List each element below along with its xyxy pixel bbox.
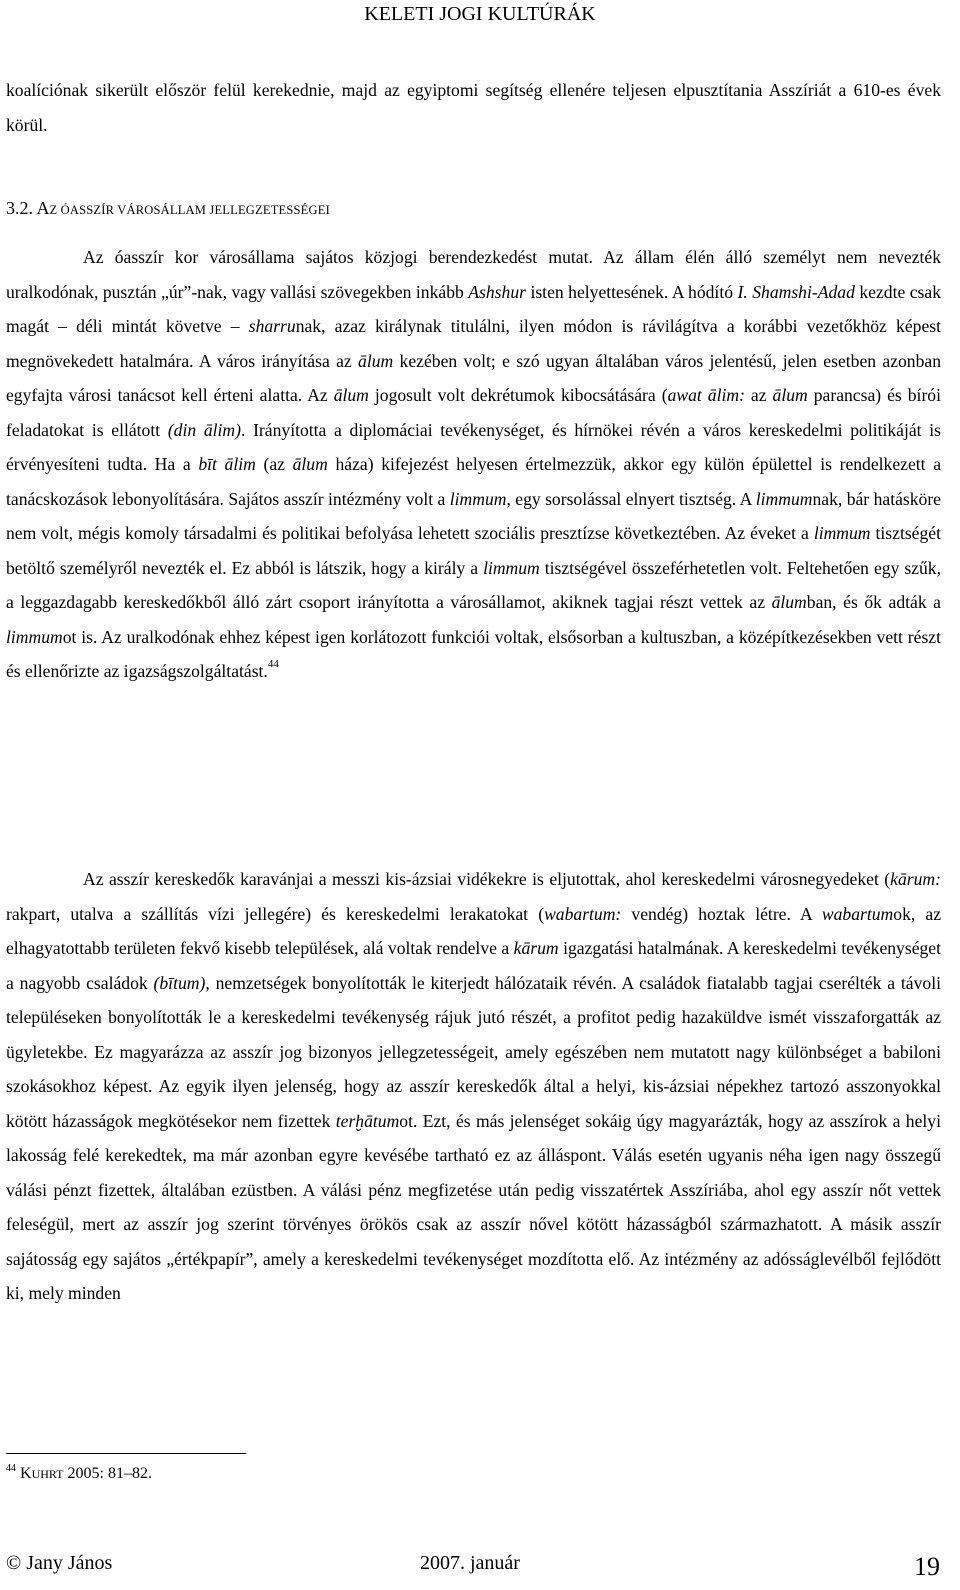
footnote-divider [6, 1453, 246, 1454]
footnote-number: 44 [6, 1463, 16, 1474]
footnote: $^{44}$ KUHRT 2005: 81–82. [6, 1463, 152, 1482]
paragraph-city-state: Az óasszír kor városállama sajátos közjogi berendezkedést mutat. Az állam élén álló személyt nem nevezték uralkodónak, pusztán „úr”-nak, vagy vallási szövegekben inkább Ashshur isten helyettesének. A hódító I. Shamshi-Adad kezdte csak magát – déli mintát követve – sharrunak, azaz királynak titulálni, ilyen módon is rávilágítva a korábbi vezetőkhöz képest megnövekedett hatalmára. A város irányítása az ālum kezében volt; e szó ugyan általában város jelentésű, jelen esetben azonban egyfajta városi tanácsot kell érteni alatta. Az ālum jogosult volt dekrétumok kibocsátására (awat ālim: az ālum parancsa) és bírói feladatokat is ellátott (din ālim). Irányította a diplomáciai tevékenységet, és hírnökei révén a város kereskedelmi politikáját is érvényesíteni tudta. Ha a bīt ālim (az ālum háza) kifejezést helyesen értelmezzük, akkor egy külön épülettel is rendelkezett a tanácskozások lebonyolítására. Sajátos asszír intézmény volt a limmum, egy sorsolással elnyert tisztség. A limmumnak, bár hatásköre nem volt, mégis komoly társadalmi és politikai befolyása lehetett szociális presztízse következtében. Az éveket a limmum tisztségét betöltő személyről nevezték el. Ez abból is látszik, hogy a király a limmum tisztségével összeférhetetlen volt. Feltehetően egy szűk, a leggazdagabb kereskedőkből álló zárt csoport irányította a városállamot, akiknek tagjai részt vettek az ālumban, és ők adták a limmumot is. Az uralkodónak ehhez képest igen korlátozott funkciói voltak, elsősorban a kultuszban, a középítkezésekben vett részt és ellenőrizte az igazságszolgáltatást.$^{44}$ [6, 247, 942, 681]
section-number: 3.2. [6, 198, 33, 218]
section-title: Z ÓASSZÍR VÁROSÁLLAM JELLEGZETESSÉGEI [49, 203, 330, 217]
footnote-reference[interactable]: 44 [267, 658, 279, 671]
paragraph-merchants: Az asszír kereskedők karavánjai a messzi kis-ázsiai vidékekre is eljutottak, ahol kereskedelmi városnegyedeket (kārum: rakpart, utalva a szállítás vízi jellegére) és kereskedelmi lerakatokat (wabartum: vendég) hoztak létre. A wabartumok, az elhagyatottabb területen fekvő kisebb települések, alá voltak rendelve a kārum igazgatási hatalmának. A kereskedelmi tevékenységet a nagyobb családok (bītum), nemzetségek bonyolították le kiterjedt hálózataik révén. A családok fiatalabb tagjai cserélték a távoli településeken bonyolították le a kereskedelmi tevékenység rájuk jutó részét, a profitot pedig hazaküldve ismét visszaforgatták az ügyletekbe. Ez magyarázza az asszír jog bizonyos jellegzetességeit, amely egészében nem mutatott nagy különbséget a babiloni szokásokhoz képest. Az egyik ilyen jelenség, hogy az asszír kereskedők által a helyi, kis-ázsiai népekhez tartozó asszonyokkal kötött házasságok megkötésekor nem fizettek terḫātumot. Ezt, és más jelenséget sokáig úgy magyarázták, hogy az asszírok a helyi lakosság felé kerekedtek, ma már azonban egyre kevésébe tartható ez az álláspont. Válás esetén ugyanis néha igen nagy összegű válási pénzt fizettek, általában ezüstben. A válási pénz megfizetése után pedig visszatértek Asszíriába, ahol egy asszír nőt vettek feleségül, mert az asszír jog szerint törvényes örökös csak az asszír nővel kötött házasságból származhatott. A másik asszír sajátosság egy sajátos „értékpapír”, amely a kereskedelmi tevékenységet mozdította elő. Az intézmény az adósságlevélből fejlődött ki, mely minden [6, 869, 941, 1303]
section-title-initial: A [36, 198, 50, 218]
footer-author: © Jany János [6, 1552, 113, 1574]
running-header: KELETI JOGI KULTÚRÁK [364, 3, 596, 25]
paragraph-continuation: koalíciónak sikerült először felül kerekednie, majd az egyiptomi segítség ellenére teljesen elpusztítania Asszíriát a 610-es évek körül. [6, 80, 941, 135]
footer-date: 2007. január [420, 1552, 520, 1574]
section-heading [6, 191, 330, 228]
page-number: 19 [914, 1552, 940, 1581]
